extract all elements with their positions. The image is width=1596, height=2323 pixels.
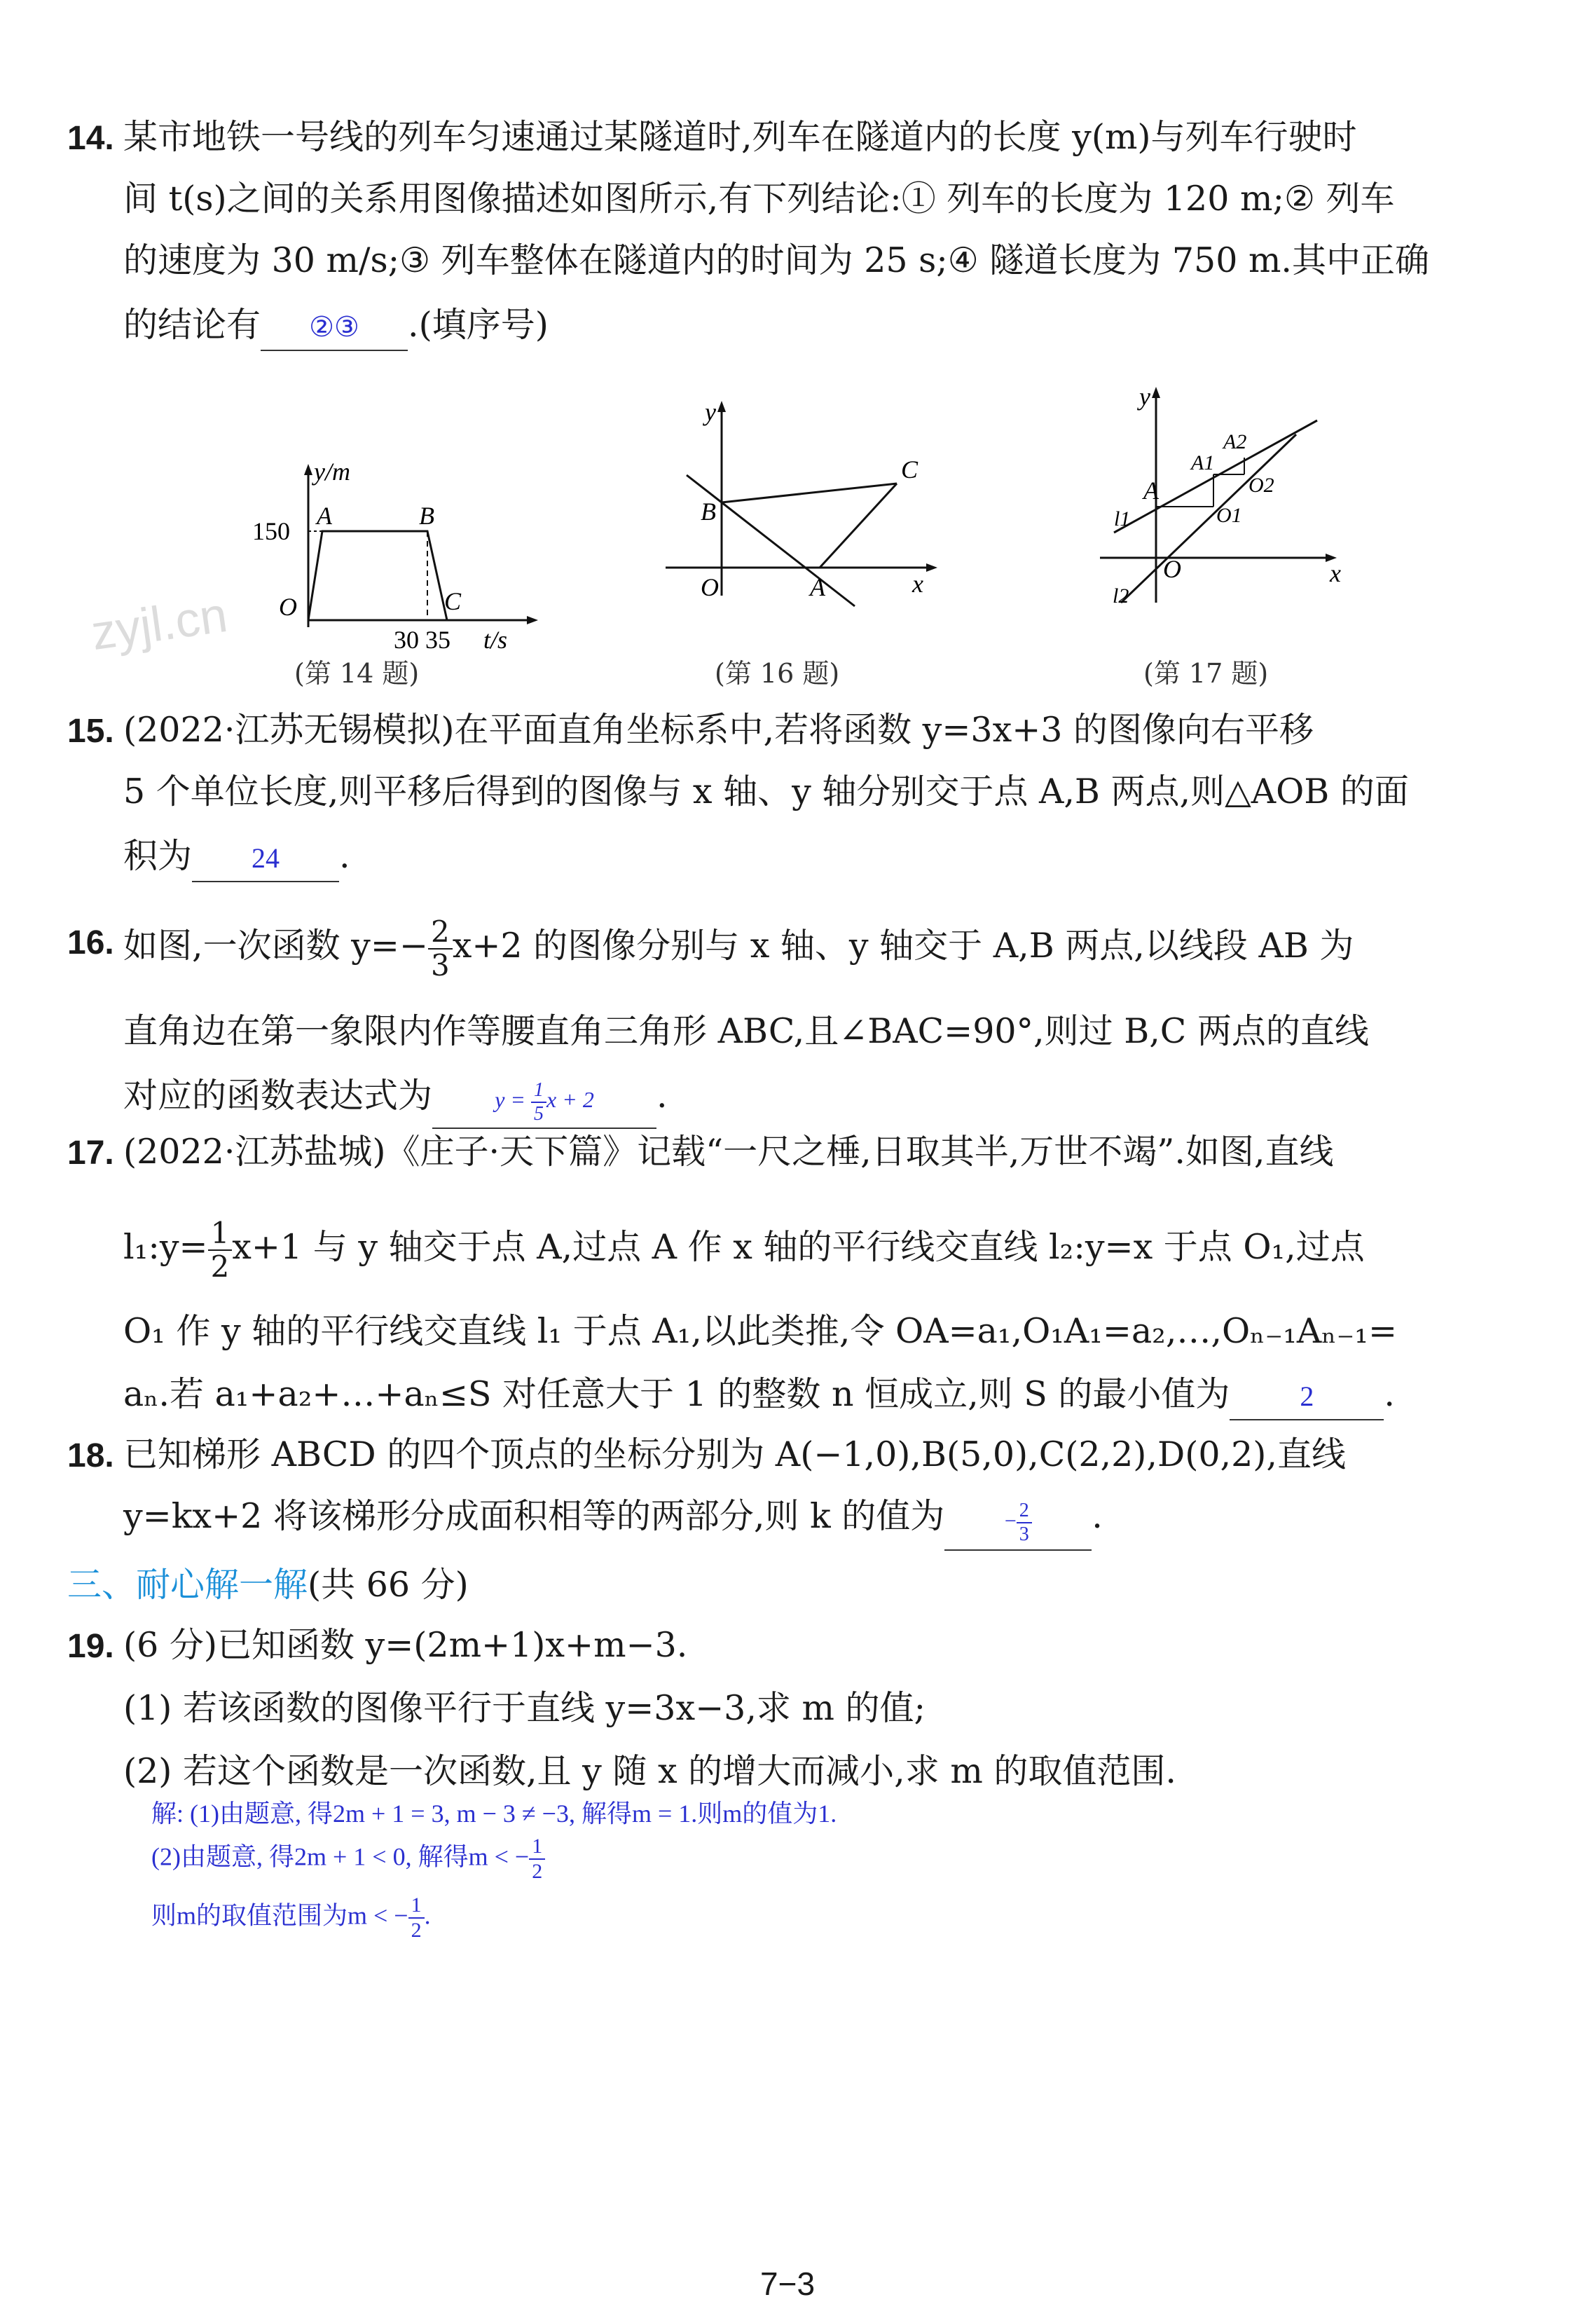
q17-line4-pre: aₙ.若 a₁+a₂+…+aₙ≤S 对任意大于 1 的整数 n 恒成立,则 S 的最小值为 [123,1374,1230,1414]
q18-ans-fraction [1017,1501,1032,1544]
fig17-x-label: x [1330,559,1341,587]
section-3-score: (共 66 分) [308,1565,469,1605]
fig16-x-label: x [912,570,923,598]
fig16-point-B: B [701,498,716,526]
q16-line2: 直角边在第一象限内作等腰直角三角形 ABC,且∠BAC=90°,则过 B,C 两点的直线 [123,1011,1369,1051]
q17-line2-pre: l₁:y= [123,1227,208,1267]
q19-sol3-post: . [424,1901,431,1930]
q16-fraction [428,914,453,982]
q15-line3-post: . [339,836,350,876]
q19-part1: (1) 若该函数的图像平行于直线 y=3x−3,求 m 的值; [123,1688,926,1728]
fig17-y-label: y [1139,383,1150,411]
q19-sol3-den: 2 [411,1919,422,1942]
q16-ans-pre: y = [495,1087,532,1112]
fig16-y-label: y [705,398,716,426]
fig16-point-C: C [901,455,919,484]
q19-solution-line1: 解: (1)由题意, 得2m + 1 = 3, m − 3 ≠ −3, 解得m = 1.则m的值为1. [151,1800,837,1828]
q15-line3 [123,834,350,882]
q19-line1: (6 分)已知函数 y=(2m+1)x+m−3. [123,1625,688,1665]
figure-14 [231,455,539,654]
q18-ans-num: 2 [1017,1501,1032,1523]
q17-line2 [123,1212,1365,1282]
q19-solution-line3 [151,1895,431,1941]
q19-part2: (2) 若这个函数是一次函数,且 y 随 x 的增大而减小,求 m 的取值范围. [123,1751,1176,1791]
q19-sol3-fraction [408,1895,425,1941]
q19-sol2-fraction [529,1836,545,1882]
fig14-xlabel: t/s [483,626,508,654]
q14-line1: 某市地铁一号线的列车匀速通过某隧道时,列车在隧道内的长度 y(m)与列车行驶时 [123,117,1357,157]
q16-line3 [123,1068,668,1124]
q19-sol3-pre: 则m的取值范围为m < − [151,1901,408,1930]
q18-line2-pre: y=kx+2 将该梯形分成面积相等的两部分,则 k 的值为 [123,1496,945,1536]
fig14-y150: 150 [252,517,290,545]
q19-number: 19. [67,1628,114,1665]
q16-ans-num: 1 [531,1081,546,1103]
fig16-origin: O [701,573,719,601]
figure-16 [652,392,946,603]
q19-sol2-den: 2 [532,1860,543,1883]
q16-frac-den: 3 [430,947,450,982]
q14-number: 14. [67,120,114,157]
fig17-caption: (第 17 题) [1143,658,1269,689]
q17-line3: O₁ 作 y 轴的平行线交直线 l₁ 于点 A₁,以此类推,令 OA=a₁,O₁A₁=a₂,…,Oₙ₋₁Aₙ₋₁= [123,1311,1398,1351]
fig17-point-A1: A1 [1191,451,1215,474]
fig14-xticks: 30 35 [394,626,450,654]
q19-sol2-pre: (2)由题意, 得2m + 1 < 0, 解得m < − [151,1842,530,1871]
q16-ans-fraction [531,1078,546,1125]
q16-frac-num: 2 [428,917,453,950]
q14-line3: 的速度为 30 m/s;③ 列车整体在隧道内的时间为 25 s;④ 隧道长度为 750 m.其中正确 [123,240,1430,280]
fig17-line-l1: l1 [1114,507,1131,530]
q14-line4-pre: 的结论有 [123,305,261,345]
fig17-point-A2: A2 [1223,430,1247,453]
fig16-point-A: A [810,573,825,601]
q17-frac-num: 1 [208,1219,233,1251]
q18-answer-blank[interactable] [944,1493,1092,1551]
q15-line2: 5 个单位长度,则平移后得到的图像与 x 轴、y 轴分别交于点 A,B 两点,则△AOB 的面 [123,772,1409,811]
q18-line2 [123,1488,1103,1544]
page-number: 7−3 [760,2266,816,2302]
fig14-ylabel: y/m [314,458,350,486]
q16-ans-den: 5 [534,1102,544,1125]
q16-line1 [123,911,1354,981]
q18-number: 18. [67,1437,114,1474]
q14-line4-post: .(填序号) [408,305,549,345]
q17-line1: (2022·江苏盐城)《庄子·天下篇》记载“一尺之棰,日取其半,万世不竭”.如图,直线 [123,1132,1334,1172]
q17-line4 [123,1372,1395,1420]
q17-fraction [208,1215,233,1284]
fig17-point-A: A [1143,477,1159,505]
q18-ans-sign: − [1004,1509,1017,1533]
fig14-point-B: B [419,502,434,530]
section-3-header [67,1563,469,1608]
q16-answer-blank[interactable] [432,1071,656,1129]
q17-line2-post: x+1 与 y 轴交于点 A,过点 A 作 x 轴的平行线交直线 l₂:y=x 于点 O₁,过点 [232,1227,1365,1267]
q18-line2-post: . [1092,1496,1103,1536]
q14-line4 [123,303,549,351]
q14-line2: 间 t(s)之间的关系用图像描述如图所示,有下列结论:① 列车的长度为 120 m;② 列车 [123,179,1395,219]
q19-sol2-num: 1 [529,1836,545,1860]
q14-answer-blank[interactable]: ②③ [261,305,408,351]
q16-number: 16. [67,924,114,961]
figure-17 [1093,378,1387,617]
fig17-line-l2: l2 [1113,584,1129,608]
q16-line3-pre: 对应的函数表达式为 [123,1076,433,1116]
q17-answer-blank[interactable]: 2 [1230,1374,1384,1420]
fig14-origin: O [279,593,297,621]
q18-line1: 已知梯形 ABCD 的四个顶点的坐标分别为 A(−1,0),B(5,0),C(2,2),D(0,2),直线 [123,1434,1346,1474]
fig17-point-O1: O1 [1216,504,1242,527]
q15-number: 15. [67,713,114,750]
fig14-point-C: C [444,587,462,615]
q16-line3-post: . [656,1076,668,1116]
watermark-text: zyjl.cn [88,587,231,661]
q15-line3-pre: 积为 [123,836,193,876]
fig17-origin: O [1163,555,1181,583]
q18-ans-den: 3 [1019,1523,1029,1546]
fig14-point-A: A [317,502,332,530]
q16-line1-pre: 如图,一次函数 y=− [123,926,428,966]
q16-ans-post: x + 2 [546,1087,594,1112]
q19-sol3-num: 1 [408,1895,425,1919]
fig17-point-O2: O2 [1248,474,1274,497]
q16-line1-post: x+2 的图像分别与 x 轴、y 轴交于 A,B 两点,以线段 AB 为 [452,926,1354,966]
fig14-caption: (第 14 题) [294,658,420,689]
q17-frac-den: 2 [210,1249,230,1284]
fig16-caption: (第 16 题) [715,658,840,689]
q19-solution-line2 [151,1836,545,1882]
q17-line4-post: . [1384,1374,1395,1414]
q15-line1: (2022·江苏无锡模拟)在平面直角坐标系中,若将函数 y=3x+3 的图像向右平移 [123,710,1314,750]
q17-number: 17. [67,1135,114,1172]
q15-answer-blank[interactable]: 24 [192,836,339,882]
section-3-title: 三、耐心解一解 [67,1565,308,1605]
